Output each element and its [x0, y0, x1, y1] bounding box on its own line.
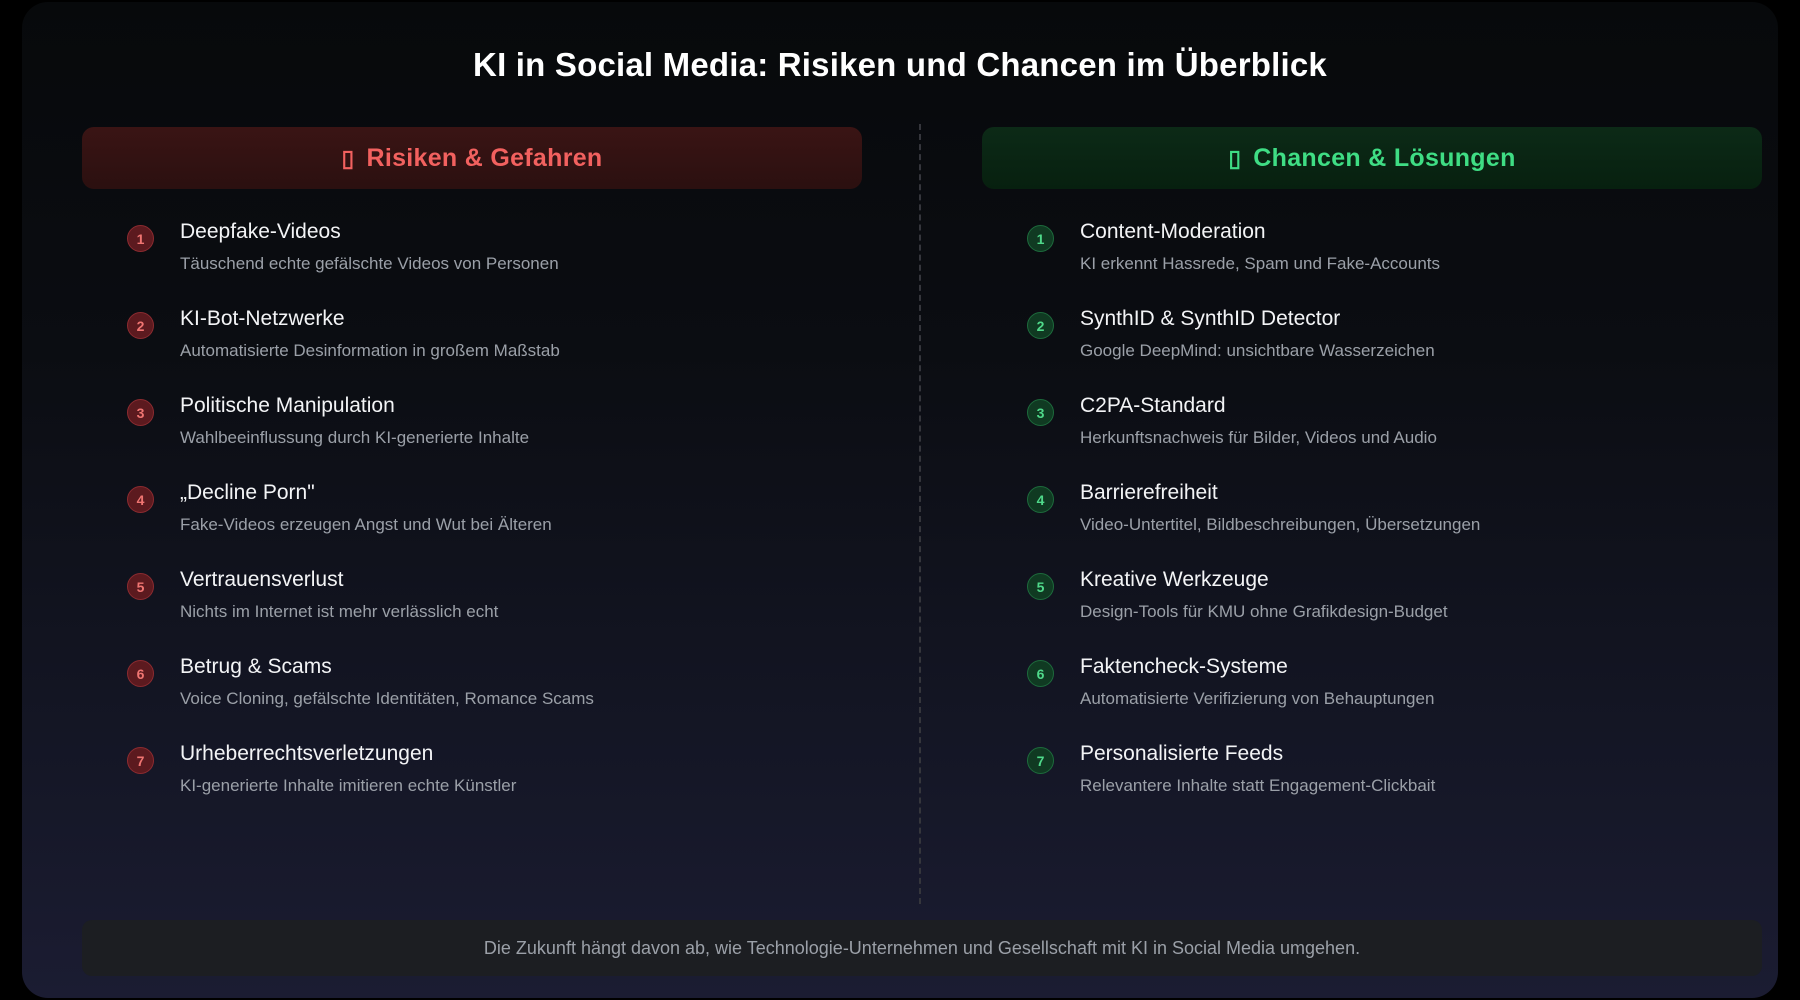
list-item-description: Automatisierte Desinformation in großem Maßstab — [180, 341, 560, 360]
list-item — [82, 739, 862, 826]
warning-icon: ▯ — [341, 144, 355, 171]
list-item — [82, 478, 862, 565]
list-item — [982, 478, 1762, 565]
status-badge: 3 — [127, 399, 154, 426]
list-item — [82, 217, 862, 304]
left-rail — [0, 0, 22, 1000]
status-badge: 7 — [127, 747, 154, 774]
list-item-description: Design-Tools für KMU ohne Grafikdesign-Budget — [1080, 602, 1448, 621]
chances-column-header-label: Chancen & Lösungen — [1253, 143, 1516, 172]
list-item — [982, 565, 1762, 652]
status-badge: 4 — [127, 486, 154, 513]
list-item-description: Video-Untertitel, Bildbeschreibungen, Übersetzungen — [1080, 515, 1481, 534]
list-item — [982, 217, 1762, 304]
status-badge: 6 — [127, 660, 154, 687]
risks-list — [82, 217, 862, 826]
column-divider — [919, 124, 921, 904]
list-item-description: Herkunftsnachweis für Bilder, Videos und Audio — [1080, 428, 1437, 447]
list-item — [982, 739, 1762, 826]
list-item — [82, 565, 862, 652]
list-item-description: Wahlbeeinflussung durch KI-generierte Inhalte — [180, 428, 530, 447]
list-item-description: Relevantere Inhalte statt Engagement-Clickbait — [1080, 776, 1436, 795]
status-badge: 5 — [127, 573, 154, 600]
list-item-title: Politische Manipulation — [180, 394, 395, 417]
list-item — [982, 391, 1762, 478]
list-item-title: Faktencheck-Systeme — [1080, 655, 1288, 678]
page-title: KI in Social Media: Risiken und Chancen im Überblick — [473, 46, 1327, 83]
risks-column-header-label: Risiken & Gefahren — [366, 143, 603, 172]
status-badge: 4 — [1027, 486, 1054, 513]
status-badge: 6 — [1027, 660, 1054, 687]
list-item-title: KI-Bot-Netzwerke — [180, 307, 345, 330]
list-item-description: Täuschend echte gefälschte Videos von Personen — [180, 254, 559, 273]
list-item-description: Voice Cloning, gefälschte Identitäten, Romance Scams — [180, 689, 594, 708]
list-item-description: KI-generierte Inhalte imitieren echte Künstler — [180, 776, 517, 795]
list-item-title: Kreative Werkzeuge — [1080, 568, 1269, 591]
list-item — [82, 652, 862, 739]
status-badge: 1 — [127, 225, 154, 252]
list-item-title: Personalisierte Feeds — [1080, 742, 1284, 765]
list-item-description: Automatisierte Verifizierung von Behauptungen — [1080, 689, 1435, 708]
list-item-title: Vertrauensverlust — [180, 568, 344, 591]
list-item-description: Nichts im Internet ist mehr verlässlich echt — [180, 602, 499, 621]
list-item-title: Barrierefreiheit — [1080, 481, 1218, 504]
lightbulb-icon: ▯ — [1228, 144, 1242, 171]
risks-column — [82, 127, 862, 826]
list-item-description: KI erkennt Hassrede, Spam und Fake-Accounts — [1080, 254, 1441, 273]
status-badge: 5 — [1027, 573, 1054, 600]
list-item-title: Betrug & Scams — [180, 655, 332, 678]
list-item — [82, 304, 862, 391]
list-item-description: Fake-Videos erzeugen Angst und Wut bei Älteren — [180, 515, 552, 534]
risks-column-header — [82, 127, 862, 189]
list-item-title: SynthID & SynthID Detector — [1080, 307, 1341, 330]
status-badge: 1 — [1027, 225, 1054, 252]
infographic-card — [22, 2, 1778, 998]
list-item-title: Content-Moderation — [1080, 220, 1266, 243]
chances-column-header — [982, 127, 1762, 189]
list-item-title: Urheberrechtsverletzungen — [180, 742, 434, 765]
list-item-title: „Decline Porn" — [180, 481, 315, 504]
right-rail — [1778, 0, 1800, 1000]
status-badge: 3 — [1027, 399, 1054, 426]
chances-list — [982, 217, 1762, 826]
list-item — [982, 304, 1762, 391]
list-item-title: Deepfake-Videos — [180, 220, 341, 243]
chances-column — [982, 127, 1762, 826]
status-badge: 7 — [1027, 747, 1054, 774]
footer-note: Die Zukunft hängt davon ab, wie Technologie-Unternehmen und Gesellschaft mit KI in Social Media umgehen. — [82, 920, 1762, 976]
list-item-description: Google DeepMind: unsichtbare Wasserzeichen — [1080, 341, 1435, 360]
list-item — [982, 652, 1762, 739]
status-badge: 2 — [1027, 312, 1054, 339]
list-item-title: C2PA-Standard — [1080, 394, 1226, 417]
list-item — [82, 391, 862, 478]
status-badge: 2 — [127, 312, 154, 339]
